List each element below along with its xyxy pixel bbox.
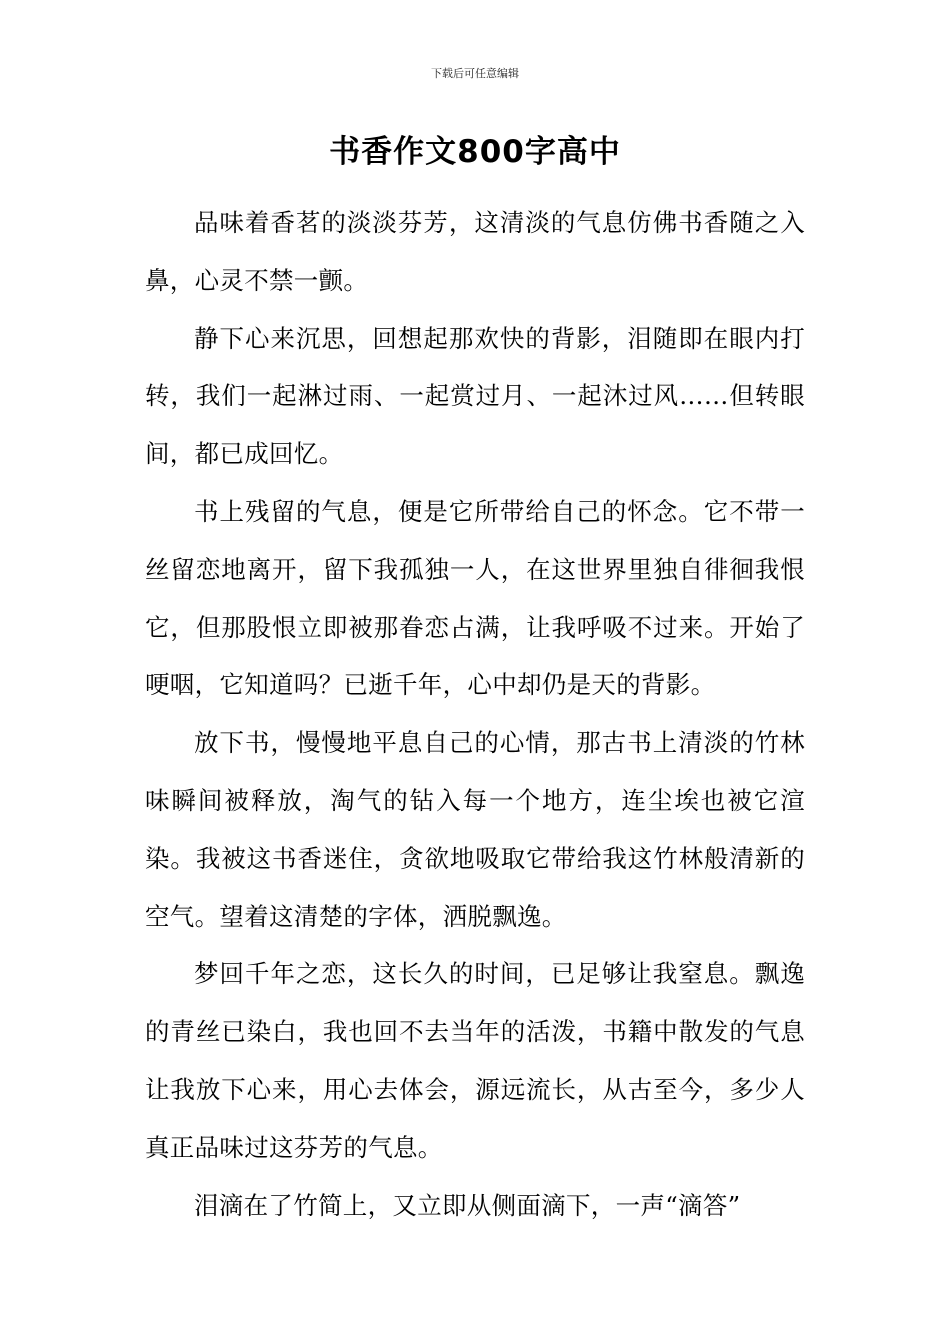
paragraph-5: 梦回千年之恋，这长久的时间，已足够让我窒息。飘逸的青丝已染白，我也回不去当年的活泼，书籍中散发的气息让我放下心来，用心去体会，源远流长，从古至今，多少人真正品味过这芬芳的气息。 bbox=[145, 959, 805, 1162]
paragraph-4: 放下书，慢慢地平息自己的心情，那古书上清淡的竹林味瞬间被释放，淘气的钻入每一个地方，连尘埃也被它渲染。我被这书香迷住，贪欲地吸取它带给我这竹林般清新的空气。望着这清楚的字体，洒脱飘逸。 bbox=[145, 728, 805, 931]
paragraph-1: 品味着香茗的淡淡芬芳，这清淡的气息仿佛书香随之入鼻，心灵不禁一颤。 bbox=[145, 208, 805, 295]
page-header-note: 下载后可任意编辑 bbox=[431, 67, 519, 80]
document-title: 书香作文800字高中 bbox=[329, 134, 621, 170]
paragraph-2: 静下心来沉思，回想起那欢快的背影，泪随即在眼内打转，我们一起淋过雨、一起赏过月、一起沐过风……但转眼间，都已成回忆。 bbox=[145, 323, 805, 469]
paragraph-3: 书上残留的气息，便是它所带给自己的怀念。它不带一丝留恋地离开，留下我孤独一人，在这世界里独自徘徊我恨它，但那股恨立即被那眷恋占满，让我呼吸不过来。开始了哽咽，它知道吗？已逝千年，心中却仍是天的背影。 bbox=[145, 496, 805, 700]
document-body bbox=[145, 194, 805, 1314]
paragraph-6: 泪滴在了竹简上，又立即从侧面滴下，一声“滴答” bbox=[194, 1190, 741, 1220]
